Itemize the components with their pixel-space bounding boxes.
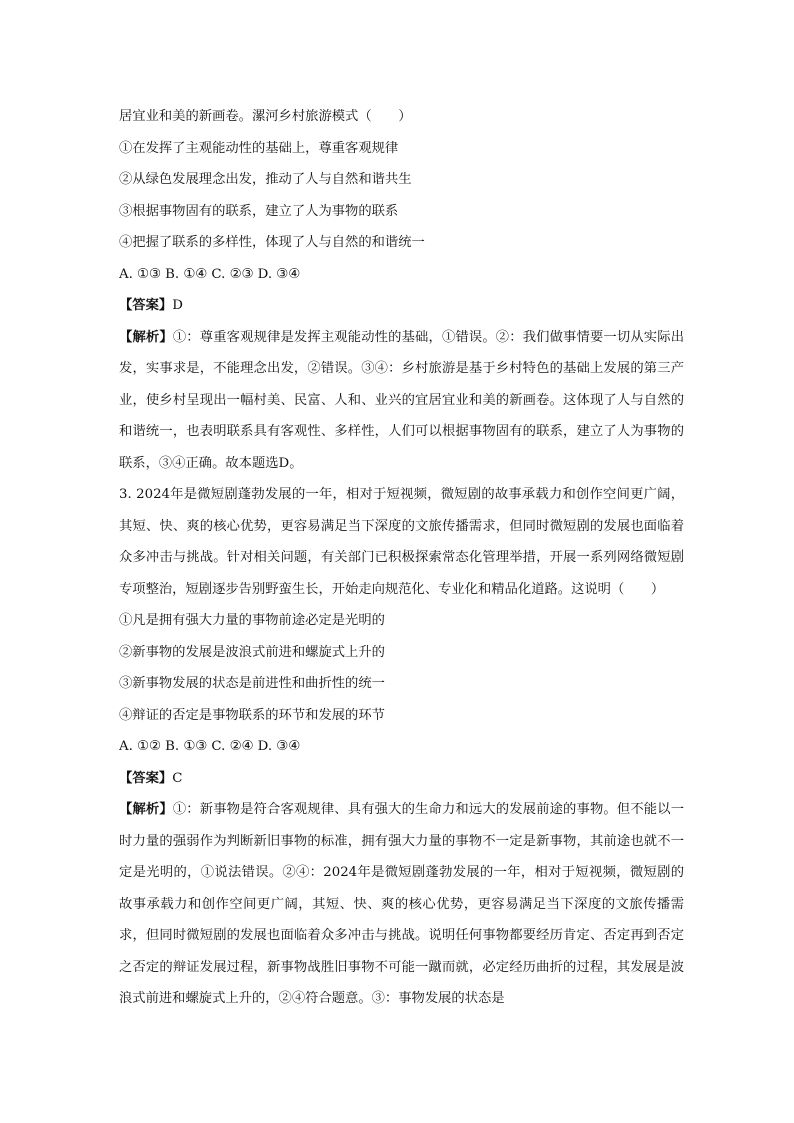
q3-choices: A. ①② B. ①③ C. ②④ D. ③④ <box>119 739 301 754</box>
q3-option-2: ②新事物的发展是波浪式前进和螺旋式上升的 <box>119 644 385 660</box>
page-content <box>119 101 684 1015</box>
q2-option-4: ④把握了联系的多样性，体现了人与自然的和谐统一 <box>119 235 425 250</box>
q3-stem: 3. 2024年是微短剧蓬勃发展的一年，相对于短视频，微短剧的故事承载力和创作空间更广阔，其短、快、爽的核心优势，更容易满足当下深度的文旅传播需求，但同时微短剧的发展也面临着众多冲击与挑战。针对相关问题，有关部门已积极探索常态化管理举措，开展一系列网络微短剧专项整治，短剧逐步告别野蛮生长，开始走向规范化、专业化和精品化道路。这说明（ ） <box>119 487 684 597</box>
q2-analysis-text: ①：尊重客观规律是发挥主观能动性的基础，①错误。②：我们做事情要一切从实际出发，实事求是，不能理念出发，②错误。③④：乡村旅游是基于乡村特色的基础上发展的第三产业，使乡村呈现出一幅村美、民富、人和、业兴的宜居宜业和美的新画卷。这体现了人与自然的和谐统一，也表明联系具有客观性、多样性，人们可以根据事物固有的联系，建立了人为事物的联系，③④正确。故本题选D。 <box>119 329 685 471</box>
q2-answer-tag: 【答案】 <box>119 298 173 313</box>
q2-option-3: ③根据事物固有的联系，建立了人为事物的联系 <box>119 203 399 219</box>
q2-option-1: ①在发挥了主观能动性的基础上，尊重客观规律 <box>119 140 399 156</box>
q2-stem-tail: 居宜业和美的新画卷。漯河乡村旅游模式（ ） <box>119 109 412 124</box>
q3-answer-tag: 【答案】 <box>119 770 173 786</box>
q3-analysis-tag: 【解析】 <box>119 802 173 817</box>
q2-choices: A. ①③ B. ①④ C. ②③ D. ③④ <box>119 266 301 282</box>
q2-answer-row <box>119 290 684 322</box>
q3-option-3: ③新事物发展的状态是前进性和曲折性的统一 <box>119 676 385 691</box>
q3-analysis-text: ①：新事物是符合客观规律、具有强大的生命力和远大的发展前途的事物。但不能以一时力量的强弱作为判断新旧事物的标准，拥有强大力量的事物不一定是新事物，其前途也就不一定是光明的，①说法错误。②④：2024年是微短剧蓬勃发展的一年，相对于短视频，微短剧的故事承载力和创作空间更广阔，其短、快、爽的核心优势，更容易满足当下深度的文旅传播需求，但同时微短剧的发展也面临着众多冲击与挑战。说明任何事物都要经历肯定、否定再到否定之否定的辩证发展过程，新事物战胜旧事物不可能一蹴而就，必定经历曲折的过程，其发展是波浪式前进和螺旋式上升的，②④符合题意。③：事物发展的状态是 <box>119 802 685 1006</box>
q2-analysis-tag: 【解析】 <box>119 329 173 345</box>
q2-option-2: ②从绿色发展理念出发，推动了人与自然和谐共生 <box>119 172 412 187</box>
q3-answer-value: C <box>172 770 183 786</box>
q3-answer-row <box>119 763 684 795</box>
q3-option-1: ①凡是拥有强大力量的事物前途必定是光明的 <box>119 613 385 628</box>
q2-answer-value: D <box>172 298 183 313</box>
q2-analysis <box>119 322 684 480</box>
q3-option-4: ④辩证的否定是事物联系的环节和发展的环节 <box>119 707 385 723</box>
q3-analysis <box>119 794 684 1015</box>
